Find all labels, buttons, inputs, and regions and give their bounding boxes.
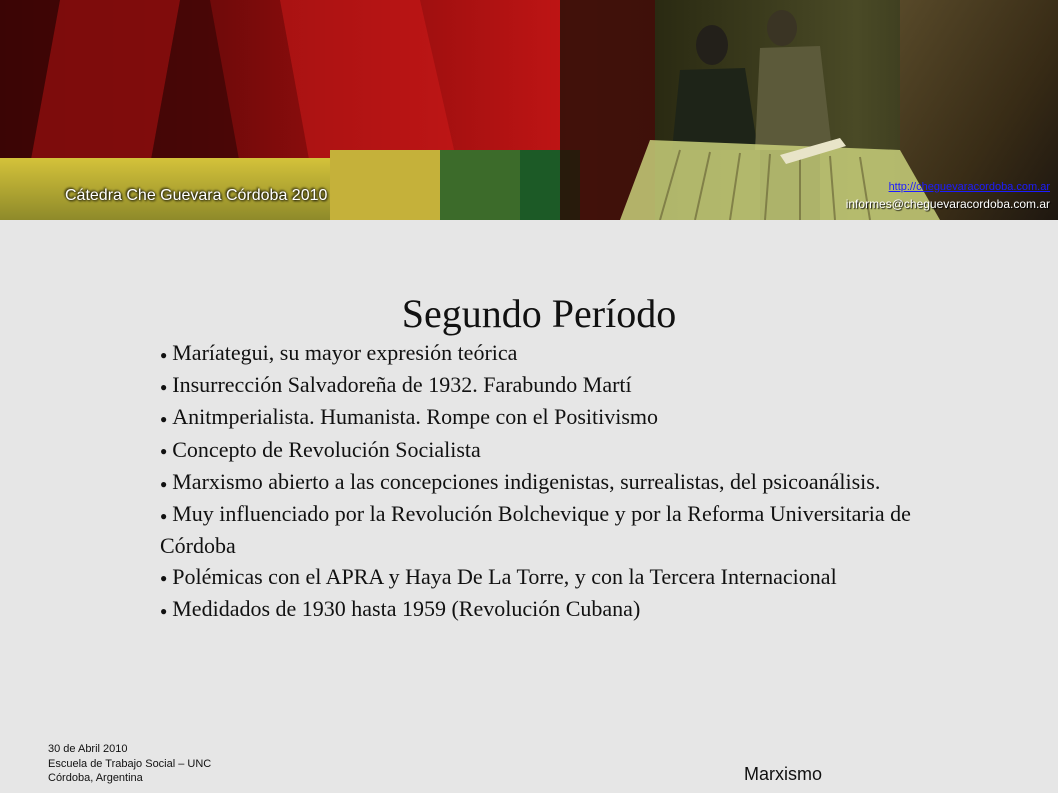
list-item bbox=[160, 562, 920, 594]
list-item bbox=[160, 499, 920, 562]
bullet-icon: ● bbox=[160, 412, 168, 427]
banner-caption: Cátedra Che Guevara Córdoba 2010 bbox=[65, 187, 328, 204]
bullet-text: Muy influenciado por la Revolución Bolchevique y por la Reforma Universitaria de Córdoba bbox=[160, 501, 911, 559]
section-label: Marxismo bbox=[744, 764, 823, 784]
bullet-icon: ● bbox=[160, 379, 168, 394]
footer-info bbox=[48, 742, 211, 786]
list-item bbox=[160, 435, 920, 467]
footer-school: Escuela de Trabajo Social – UNC bbox=[48, 757, 212, 770]
bullet-icon: ● bbox=[160, 571, 168, 586]
list-item bbox=[160, 338, 920, 370]
bullet-icon: ● bbox=[160, 603, 168, 618]
slide-title: Segundo Período bbox=[401, 291, 677, 336]
footer-place: Córdoba, Argentina bbox=[48, 772, 143, 784]
bullet-icon: ● bbox=[160, 347, 168, 362]
bullet-text: Marxismo abierto a las concepciones indigenistas, surrealistas, del psicoanálisis. bbox=[172, 468, 881, 494]
bullet-text: Polémicas con el APRA y Haya De La Torre, y con la Tercera Internacional bbox=[172, 563, 837, 589]
list-item bbox=[160, 402, 920, 434]
contact-email: informes@cheguevaracordoba.com.ar bbox=[845, 197, 1050, 211]
bullet-icon: ● bbox=[160, 444, 168, 459]
bullet-text: Anitmperialista. Humanista. Rompe con el Positivismo bbox=[172, 404, 659, 430]
bullet-text: Concepto de Revolución Socialista bbox=[172, 436, 481, 462]
list-item bbox=[160, 467, 920, 499]
bullet-list bbox=[160, 338, 920, 626]
list-item bbox=[160, 370, 920, 402]
header-banner bbox=[0, 0, 1058, 220]
bullet-icon: ● bbox=[160, 508, 168, 523]
bullet-text: Maríategui, su mayor expresión teórica bbox=[172, 340, 518, 365]
bullet-icon: ● bbox=[160, 476, 168, 491]
bullet-text: Insurrección Salvadoreña de 1932. Farabundo Martí bbox=[172, 372, 632, 398]
website-link[interactable]: http://cheguevaracordoba.com.ar bbox=[888, 181, 1050, 193]
footer-date: 30 de Abril 2010 bbox=[48, 743, 128, 755]
list-item bbox=[160, 594, 920, 626]
bullet-text: Medidados de 1930 hasta 1959 (Revolución Cubana) bbox=[172, 595, 641, 621]
